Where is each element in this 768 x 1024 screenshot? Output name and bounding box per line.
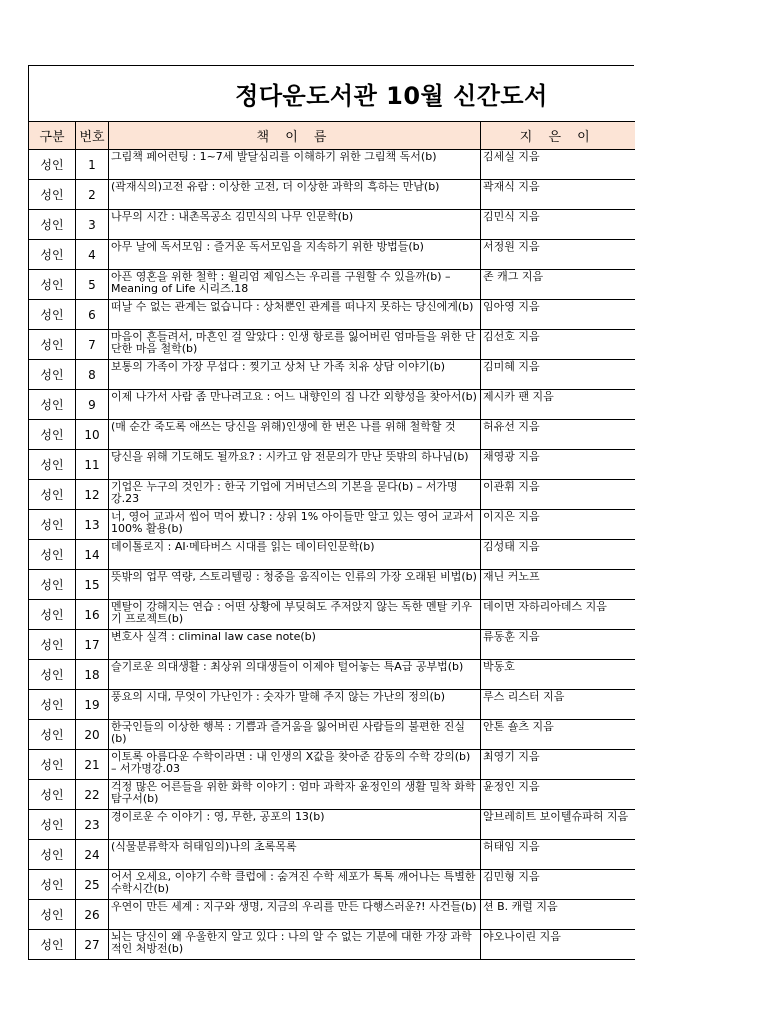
title-row [28,65,634,121]
author-cell: 서정원 지음 [481,240,635,270]
author-cell: 야오나이린 지음 [481,930,635,960]
table-row [29,870,635,900]
number-cell: 12 [76,480,109,510]
table-row [29,390,635,420]
author-cell: 김선호 지음 [481,330,635,360]
book-title-cell: 당신을 위해 기도해도 될까요? : 시카고 암 전문의가 만난 뜻밖의 하나님(b) [109,450,481,480]
book-title-cell: 그림책 페어런팅 : 1~7세 발달심리를 이해하기 위한 그림책 독서(b) [109,150,481,180]
author-cell: 김성태 지음 [481,540,635,570]
book-title-cell: 떠날 수 없는 관계는 없습니다 : 상처뿐인 관계를 떠나지 못하는 당신에게(b) [109,300,481,330]
category-cell: 성인 [29,600,76,630]
category-cell: 성인 [29,510,76,540]
author-cell: 루스 리스터 지음 [481,690,635,720]
table-row [29,300,635,330]
author-cell: 데이먼 자하리아데스 지음 [481,600,635,630]
book-title-cell: 어서 오세요, 이야기 수학 클럽에 : 숨겨진 수학 세포가 톡톡 깨어나는 특별한 수학시간(b) [109,870,481,900]
table-row [29,330,635,360]
number-cell: 13 [76,510,109,540]
table-row [29,450,635,480]
author-cell: 임아영 지음 [481,300,635,330]
number-cell: 1 [76,150,109,180]
author-cell: 김미혜 지음 [481,360,635,390]
number-cell: 19 [76,690,109,720]
book-title-cell: 아무 날에 독서모임 : 즐거운 독서모임을 지속하기 위한 방법들(b) [109,240,481,270]
book-title-cell: 뜻밖의 업무 역량, 스토리텔링 : 청중을 움직이는 인류의 가장 오래된 비법(b) [109,570,481,600]
number-cell: 10 [76,420,109,450]
number-cell: 22 [76,780,109,810]
author-cell: 재닌 커노프 [481,570,635,600]
book-title-cell: 데이톨로지 : AI·메타버스 시대를 읽는 데이터인문학(b) [109,540,481,570]
author-cell: 채영광 지음 [481,450,635,480]
table-row [29,930,635,960]
author-cell: 안톤 숄츠 지음 [481,720,635,750]
category-cell: 성인 [29,810,76,840]
number-cell: 16 [76,600,109,630]
category-cell: 성인 [29,150,76,180]
book-title-cell: 이토록 아름다운 수학이라면 : 내 인생의 X값을 찾아준 감동의 수학 강의(b) – 서가명강.03 [109,750,481,780]
number-cell: 14 [76,540,109,570]
table-row [29,630,635,660]
category-cell: 성인 [29,660,76,690]
author-cell: 김민형 지음 [481,870,635,900]
category-cell: 성인 [29,720,76,750]
book-title-cell: 걱정 많은 어른들을 위한 화학 이야기 : 엄마 과학자 윤정인의 생활 밀착 화학 탐구서(b) [109,780,481,810]
number-cell: 17 [76,630,109,660]
table-row [29,660,635,690]
table-row [29,900,635,930]
book-title-cell: 경이로운 수 이야기 : 영, 무한, 공포의 13(b) [109,810,481,840]
number-cell: 5 [76,270,109,300]
table-row [29,840,635,870]
number-cell: 27 [76,930,109,960]
author-cell: 곽재식 지음 [481,180,635,210]
number-cell: 7 [76,330,109,360]
book-title-cell: (매 순간 죽도록 애쓰는 당신을 위해)인생에 한 번은 나를 위해 철학할 것 [109,420,481,450]
category-cell: 성인 [29,840,76,870]
book-title-cell: 이제 나가서 사람 좀 만나려고요 : 어느 내향인의 집 나간 외향성을 찾아서(b) [109,390,481,420]
author-cell: 션 B. 캐럴 지음 [481,900,635,930]
number-cell: 4 [76,240,109,270]
category-cell: 성인 [29,780,76,810]
number-cell: 18 [76,660,109,690]
number-cell: 6 [76,300,109,330]
author-cell: 허유선 지음 [481,420,635,450]
category-cell: 성인 [29,870,76,900]
author-cell: 제시카 팬 지음 [481,390,635,420]
table-row [29,420,635,450]
number-cell: 21 [76,750,109,780]
table-row [29,360,635,390]
book-list-sheet [28,65,634,960]
author-cell: 이지은 지음 [481,510,635,540]
category-cell: 성인 [29,270,76,300]
book-title-cell: 마음이 흔들려서, 마흔인 걸 알았다 : 인생 항로를 잃어버린 엄마들을 위한 단단한 마음 철학(b) [109,330,481,360]
header-row [29,122,635,150]
book-title-cell: 아픈 영혼을 위한 철학 : 윌리엄 제임스는 우리를 구원할 수 있을까(b) – Meaning of Life 시리즈.18 [109,270,481,300]
category-cell: 성인 [29,690,76,720]
category-cell: 성인 [29,210,76,240]
category-cell: 성인 [29,930,76,960]
book-title-cell: 뇌는 당신이 왜 우울한지 알고 있다 : 나의 알 수 없는 기분에 대한 가장 과학적인 처방전(b) [109,930,481,960]
author-cell: 류동훈 지음 [481,630,635,660]
table-row [29,510,635,540]
author-cell: 김민식 지음 [481,210,635,240]
category-cell: 성인 [29,240,76,270]
author-cell: 최영기 지음 [481,750,635,780]
number-cell: 11 [76,450,109,480]
table-row [29,270,635,300]
author-cell: 윤정인 지음 [481,780,635,810]
author-cell: 허태임 지음 [481,840,635,870]
book-title-cell: 우연이 만든 세계 : 지구와 생명, 지금의 우리를 만든 다행스러운?! 사건들(b) [109,900,481,930]
number-cell: 15 [76,570,109,600]
table-row [29,210,635,240]
category-cell: 성인 [29,480,76,510]
category-cell: 성인 [29,420,76,450]
header-number: 번호 [76,122,109,150]
number-cell: 24 [76,840,109,870]
number-cell: 3 [76,210,109,240]
table-row [29,750,635,780]
author-cell: 이관휘 지음 [481,480,635,510]
category-cell: 성인 [29,330,76,360]
book-title-cell: 기업은 누구의 것인가 : 한국 기업에 거버넌스의 기본을 묻다(b) – 서가명강.23 [109,480,481,510]
author-cell: 김세실 지음 [481,150,635,180]
header-author: 지 은 이 [481,122,635,150]
table-body [29,150,635,960]
table-row [29,810,635,840]
header-category: 구분 [29,122,76,150]
author-cell: 존 캐그 지음 [481,270,635,300]
category-cell: 성인 [29,750,76,780]
number-cell: 25 [76,870,109,900]
category-cell: 성인 [29,900,76,930]
book-title-cell: 한국인들의 이상한 행복 : 기쁨과 즐거움을 잃어버린 사람들의 불편한 진실(b) [109,720,481,750]
table-row [29,570,635,600]
book-title-cell: 풍요의 시대, 무엇이 가난인가 : 숫자가 말해 주지 않는 가난의 정의(b) [109,690,481,720]
number-cell: 26 [76,900,109,930]
table-row [29,150,635,180]
book-title-cell: 너, 영어 교과서 씹어 먹어 봤니? : 상위 1% 아이들만 알고 있는 영어 교과서 100% 활용(b) [109,510,481,540]
book-title-cell: (곽재식의)고전 유람 : 이상한 고전, 더 이상한 과학의 흑하는 만남(b) [109,180,481,210]
table-row [29,600,635,630]
number-cell: 9 [76,390,109,420]
table-row [29,180,635,210]
book-title-cell: 멘탈이 강해지는 연습 : 어떤 상황에 부딪혀도 주저앉지 않는 독한 멘탈 키우기 프로젝트(b) [109,600,481,630]
category-cell: 성인 [29,570,76,600]
table-row [29,780,635,810]
category-cell: 성인 [29,390,76,420]
category-cell: 성인 [29,540,76,570]
table-row [29,720,635,750]
book-title-cell: 슬기로운 의대생활 : 최상위 의대생들이 이제야 털어놓는 특A급 공부법(b) [109,660,481,690]
book-title-cell: (식물분류학자 허태임의)나의 초록목록 [109,840,481,870]
number-cell: 8 [76,360,109,390]
number-cell: 23 [76,810,109,840]
number-cell: 2 [76,180,109,210]
book-title-cell: 보통의 가족이 가장 무섭다 : 찢기고 상처 난 가족 치유 상담 이야기(b) [109,360,481,390]
page-title: 정다운도서관 10월 신간도서 [235,82,548,110]
book-title-cell: 나무의 시간 : 내촌목공소 김민식의 나무 인문학(b) [109,210,481,240]
table-row [29,240,635,270]
category-cell: 성인 [29,360,76,390]
table-row [29,480,635,510]
table-row [29,690,635,720]
header-book-title: 책 이 름 [109,122,481,150]
category-cell: 성인 [29,630,76,660]
table-row [29,540,635,570]
author-cell: 박동호 [481,660,635,690]
book-table [28,121,635,960]
category-cell: 성인 [29,450,76,480]
number-cell: 20 [76,720,109,750]
book-title-cell: 변호사 실격 : climinal law case note(b) [109,630,481,660]
author-cell: 알브레히트 보이텔슈파허 지음 [481,810,635,840]
category-cell: 성인 [29,180,76,210]
category-cell: 성인 [29,300,76,330]
